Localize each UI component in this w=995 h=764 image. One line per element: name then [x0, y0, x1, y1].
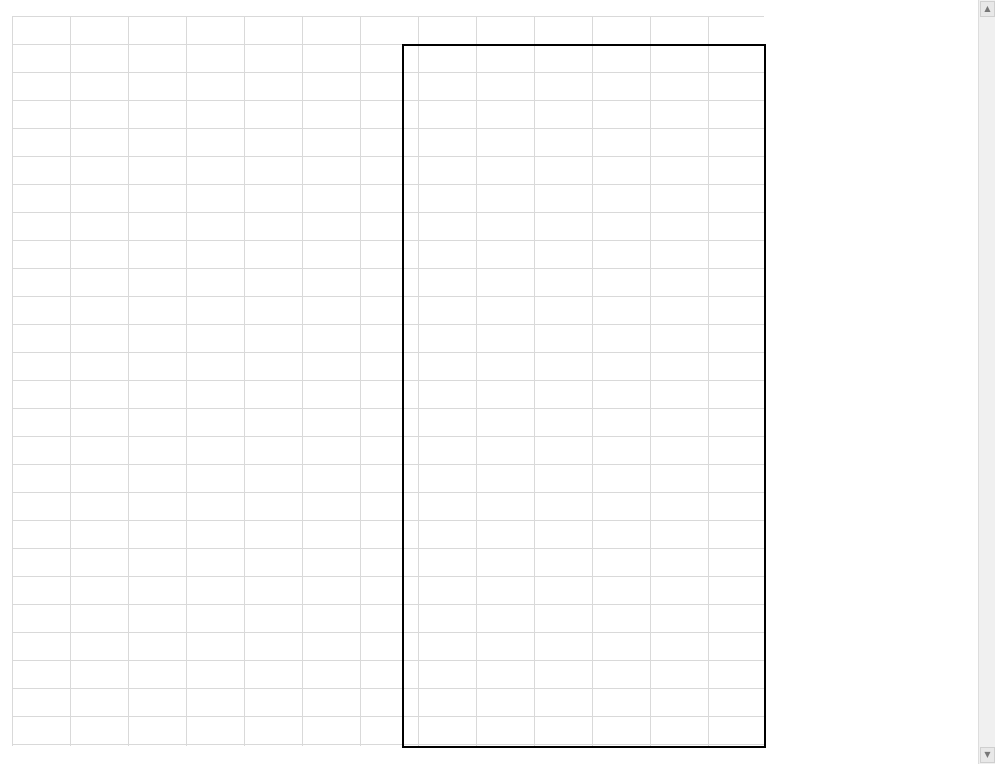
cell-grid [12, 16, 764, 746]
vertical-scrollbar[interactable] [978, 0, 995, 764]
scroll-down-icon[interactable]: ▼ [980, 747, 995, 763]
main-table-title [12, 16, 372, 44]
scroll-up-icon[interactable]: ▲ [980, 1, 995, 17]
